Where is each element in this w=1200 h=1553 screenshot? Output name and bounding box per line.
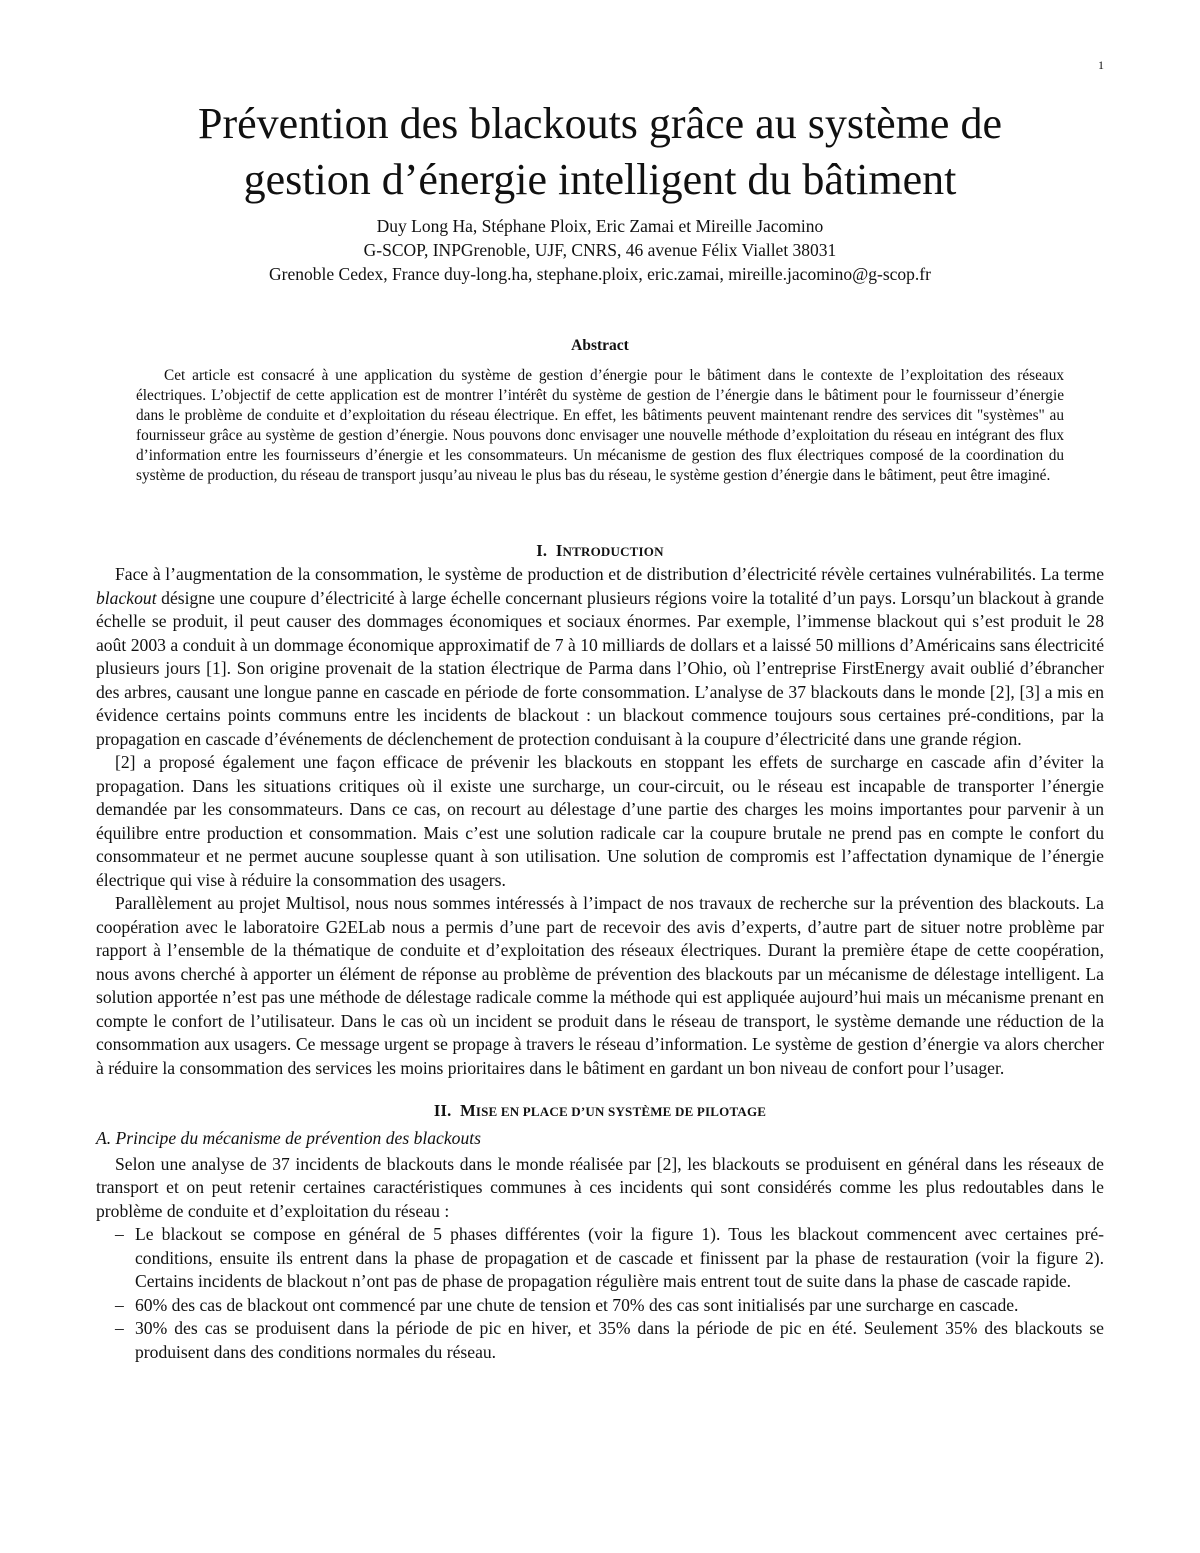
list-item-text: 30% des cas se produisent dans la période de pic en hiver, et 35% dans la période de pic en été. Seulement 35% des blackouts se produisent dans des conditions normales du réseau. <box>135 1318 1104 1362</box>
dash-bullet: – <box>115 1318 124 1338</box>
page-number: 1 <box>1098 58 1104 72</box>
section-numeral: II. <box>433 1101 452 1120</box>
intro-paragraph-1 <box>96 563 1104 751</box>
list-item-text: 60% des cas de blackout ont commencé par une chute de tension et 70% des cas sont initialisés par une surcharge en cascade. <box>135 1294 1019 1315</box>
section-heading-rest: NTRODUCTION <box>562 544 664 559</box>
intro-p1-text-a: Face à l’augmentation de la consommation, le système de production et de distribution d’électricité révèle certaines vulnérabilités. La terme <box>115 564 1104 584</box>
section-heading-rest: ISE EN PLACE D’UN SYSTÈME DE PILOTAGE <box>475 1104 767 1119</box>
subsection-heading-a: A. Principe du mécanisme de prévention des blackouts <box>96 1128 482 1148</box>
intro-p1-text-b: désigne une coupure d’électricité à large échelle concernant plusieurs régions voire la totalité d’un pays. Lorsqu’un blackout à grande échelle se produit, il peut causer des dommages économiques et sociaux énormes. Par exemple, l’immense blackout qui s’est produit le 28 août 2003 a conduit à un dommage économique approximatif de 7 à 10 milliards de dollars et a laissé 50 millions d’Américains sans électricité plusieurs jours [1]. Son origine provenait de la station électrique de Parma dans l’Ohio, où l’entreprise FirstEnergy avait oublié d’ébrancher des arbres, causant une longue panne en cascade en période de forte consommation. L’analyse de 37 blackouts dans le monde [2], [3] a mis en évidence certains points communs entre les incidents de blackout : un blackout commence toujours sous certaines pré-conditions, par la propagation en cascade d’événements de déclenchement de protection conduisant à la coupure d’électricité dans une grande région. <box>96 587 1104 749</box>
list-item-text: Le blackout se compose en général de 5 phases différentes (voir la figure 1). Tous les blackout commencent avec certaines pré-conditions, ensuite ils entrent dans la phase de propagation et de cascade et finissent par la phase de restauration (voir la figure 2). Certains incidents de blackout n’ont pas de phase de propagation régulière mais entrent tout de suite dans la phase de cascade rapide. <box>135 1224 1104 1291</box>
section-numeral: I. <box>536 541 548 560</box>
title-line-1: Prévention des blackouts grâce au système de <box>198 99 1002 148</box>
dash-bullet: – <box>115 1224 124 1244</box>
section2-paragraph-1: Selon une analyse de 37 incidents de blackouts dans le monde réalisée par [2], les blackouts se produisent en général dans les réseaux de transport et on peut retenir certaines caractéristiques communes à ces incidents qui sont considérés comme les plus redoutables dans le problème de conduite et d’exploitation du réseau : <box>96 1153 1104 1221</box>
abstract-text: Cet article est consacré à une application du système de gestion d’énergie pour le bâtiment dans le contexte de l’exploitation des réseaux électriques. L’objectif de cette application est de montrer l’intérêt du système de gestion de l’énergie dans le bâtiment pour le fournisseur d’énergie dans le problème de conduite et d’exploitation du réseau électrique. En effet, les bâtiments peuvent maintenant rendre des services dit "systèmes" au fournisseur grâce au système de gestion d’énergie. Nous pouvons donc envisager une nouvelle méthode d’exploitation du réseau en intégrant des flux d’information entre les fournisseurs d’énergie et les consommateurs. Un mécanisme de gestion des flux électriques composé de la coordination du système de production, du réseau de transport jusqu’au niveau le plus bas du réseau, le système gestion d’énergie dans le bâtiment, peut être imaginé. <box>136 367 1064 484</box>
author-affiliation: G-SCOP, INPGrenoble, UJF, CNRS, 46 avenue Félix Viallet 38031 <box>363 240 837 260</box>
section-heading-initial: I <box>555 541 563 560</box>
characteristics-list <box>96 1223 1104 1364</box>
intro-p1-emphasis: blackout <box>96 587 157 608</box>
list-item <box>96 1294 1104 1318</box>
dash-bullet: – <box>115 1294 124 1315</box>
section-heading-pilotage <box>96 1100 1104 1123</box>
body-column <box>96 540 1104 1364</box>
title-line-2: gestion d’énergie intelligent du bâtiment <box>243 155 957 204</box>
section-heading-introduction <box>96 540 1104 563</box>
list-item <box>96 1317 1104 1364</box>
author-block <box>0 214 1200 286</box>
list-item <box>96 1223 1104 1294</box>
intro-paragraph-3: Parallèlement au projet Multisol, nous nous sommes intéressés à l’impact de nos travaux de recherche sur la prévention des blackouts. La coopération avec le laboratoire G2ELab nous a permis d’une part de recevoir des avis d’experts, d’autre part de situer notre problème par rapport à l’ensemble de la thématique de conduite et d’exploitation des réseaux électriques. Durant la première étape de cette coopération, nous avons cherché à apporter un élément de réponse au problème de prévention des blackouts par un mécanisme de délestage intelligent. La solution apportée n’est pas une méthode de délestage radicale comme la méthode qui est appliquée aujourd’hui mais un mécanisme prenant en compte le confort de l’utilisateur. Dans le cas où un incident se produit dans le réseau de transport, le système demande une réduction de la consommation aux usagers. Ce message urgent se propage à travers le réseau d’information. Le système de gestion d’énergie va alors chercher à réduire la consommation des services les moins prioritaires dans le bâtiment en gardant un bon niveau de confort pour l’usager. <box>96 893 1104 1078</box>
author-names: Duy Long Ha, Stéphane Ploix, Eric Zamai et Mireille Jacomino <box>376 216 824 236</box>
intro-paragraph-2: [2] a proposé également une façon efficace de prévenir les blackouts en stoppant les effets de surcharge en cascade afin d’éviter la propagation. Dans les situations critiques où il existe une surcharge, un cour-circuit, ou le réseau est incapable de transporter l’énergie demandée par les consommateurs. Dans ce cas, on recourt au délestage d’une partie des charges les moins importantes pour parvenir à un équilibre entre production et consommation. Mais c’est une solution radicale car la coupure brutale ne prend pas en compte le confort du consommateur et ne permet aucune souplesse quant à son utilisation. Une solution de compromis est l’affectation dynamique de l’énergie électrique qui vise à réduire la consommation des usagers. <box>96 752 1104 890</box>
abstract-heading: Abstract <box>571 337 629 354</box>
section-heading-initial: M <box>460 1101 476 1120</box>
author-emails: Grenoble Cedex, France duy-long.ha, stephane.ploix, eric.zamai, mireille.jacomino@g-scop.fr <box>269 264 931 284</box>
paper-title <box>0 96 1200 208</box>
